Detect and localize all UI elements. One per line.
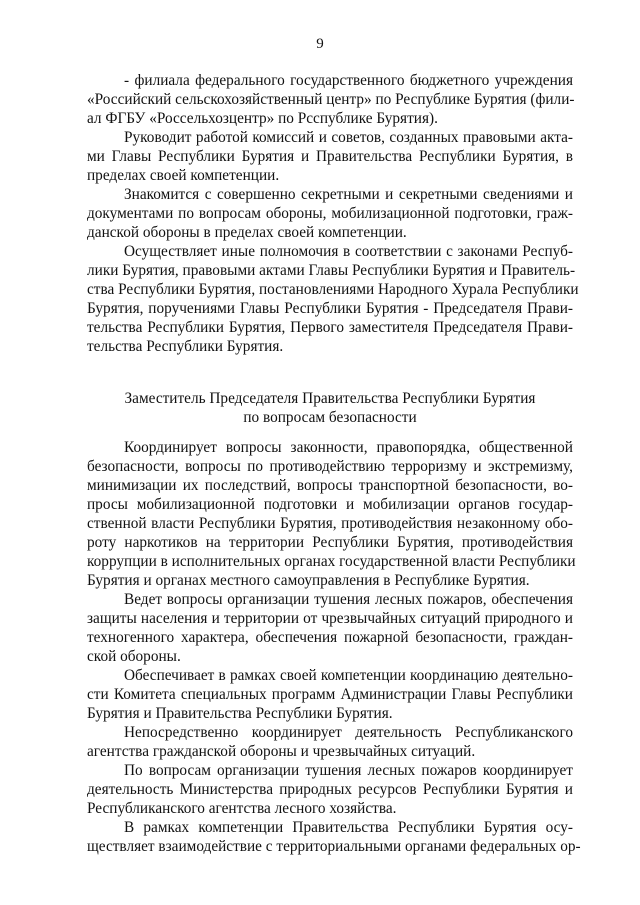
page-number: 9 [316, 36, 324, 52]
text-line: ал ФГБУ «Россельхозцентр» по Рсспублике Бурятия). [87, 110, 438, 127]
text-line: - филиала федерального государственного бюджетного учреждения [124, 72, 573, 89]
text-line: Бурятия и органах местного самоуправления в Республике Бурятия. [87, 572, 530, 589]
text-line: Обеспечивает в рамках своей компетенции координацию деятельно- [124, 667, 573, 684]
text-line: минимизации их последствий, вопросы транспортной безопасности, во- [87, 477, 573, 494]
text-line: Руководит работой комиссий и советов, созданных правовыми акта- [124, 129, 573, 146]
text-line: безопасности, вопросы по противодействию терроризму и экстремизму, [87, 458, 573, 475]
text-line: ственной власти Республики Бурятия, противодействия незаконному обо- [87, 515, 573, 532]
text-line: просы мобилизационной подготовки и мобилизации органов государ- [87, 496, 573, 513]
text-line: Республиканского агентства лесного хозяйства. [87, 800, 397, 817]
text-line: «Российский сельскохозяйственный центр» по Республике Бурятия (фили- [87, 91, 575, 108]
text-line: деятельность Министерства природных ресурсов Республики Бурятия и [87, 781, 573, 798]
text-line: документами по вопросам обороны, мобилизационной подготовки, граж- [87, 205, 573, 222]
text-line: техногенного характера, обеспечения пожарной безопасности, граждан- [87, 629, 573, 646]
text-line: По вопросам организации тушения лесных пожаров координирует [124, 762, 573, 779]
text-line: лики Бурятия, правовыми актами Главы Республики Бурятия и Правитель- [87, 262, 576, 279]
text-line: Бурятия и Правительства Республики Бурятия. [87, 705, 393, 722]
text-line: роту наркотиков на территории Республики Бурятия, противодействия [87, 534, 573, 551]
text-line: защиты населения и территории от чрезвычайных ситуаций природного и [87, 610, 573, 627]
text-line: ществляет взаимодействие с территориальными органами федеральных ор- [87, 838, 581, 855]
heading-subtitle: по вопросам безопасности [243, 409, 417, 426]
heading-title: Заместитель Председателя Правительства Республики Бурятия [124, 390, 536, 407]
text-line: тельства Республики Бурятия. [87, 338, 284, 355]
text-line: данской обороны в пределах своей компетенции. [87, 224, 407, 241]
text-line: В рамках компетенции Правительства Республики Бурятия осу- [124, 819, 573, 836]
text-line: коррупции в исполнительных органах государственной власти Республики [87, 553, 576, 570]
section-heading [87, 389, 573, 427]
text-line: сти Комитета специальных программ Администрации Главы Республики [87, 686, 573, 703]
text-line: ства Республики Бурятия, постановлениями Народного Хурала Республики [87, 281, 579, 298]
text-line: ской обороны. [87, 648, 181, 665]
section-previous-duties [87, 71, 579, 356]
text-line: Бурятия, поручениями Главы Республики Бурятия - Председателя Прави- [87, 300, 573, 317]
text-line: Осуществляет иные полномочия в соответствии с законами Респуб- [124, 243, 573, 260]
text-line: Непосредственно координирует деятельность Республиканского [124, 724, 573, 741]
text-line: Координирует вопросы законности, правопорядка, общественной [124, 439, 573, 456]
text-line: тельства Республики Бурятия, Первого заместителя Председателя Прави- [87, 319, 573, 336]
text-line: пределах своей компетенции. [87, 167, 280, 184]
text-line: агентства гражданской обороны и чрезвычайных ситуаций. [87, 743, 476, 760]
section-deputy-duties [87, 438, 581, 856]
text-line: Знакомится с совершенно секретными и секретными сведениями и [124, 186, 573, 203]
text-line: ми Главы Республики Бурятия и Правительства Республики Бурятия, в [87, 148, 573, 165]
text-line: Ведет вопросы организации тушения лесных пожаров, обеспечения [124, 591, 573, 608]
